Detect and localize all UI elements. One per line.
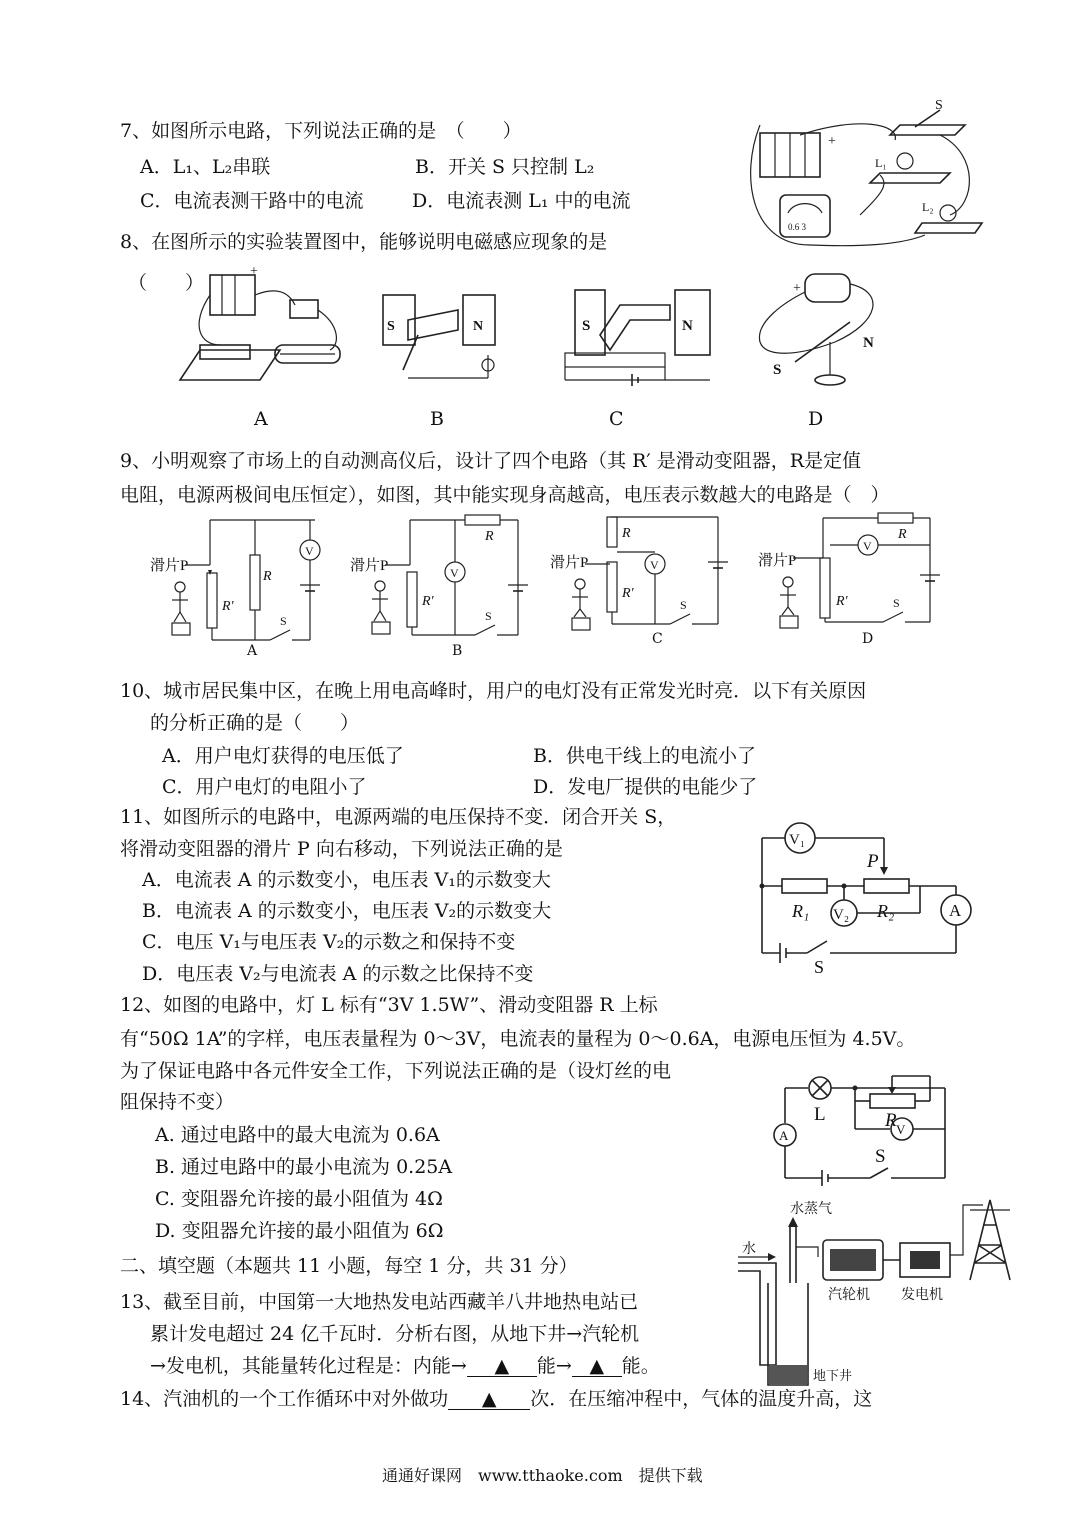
q14-blank[interactable]: ▲ — [448, 1390, 530, 1410]
q8-figure-b — [378, 290, 518, 385]
q9-label-b: B — [452, 643, 463, 659]
q14-line — [120, 1390, 872, 1410]
q11-option-b: B．电流表 A 的示数变小，电压表 V₂的示数变大 — [142, 900, 552, 922]
q8d-pole-n: N — [863, 335, 874, 351]
q9c-slider-label: 滑片P — [550, 555, 589, 571]
q11-ammeter: A — [949, 901, 962, 920]
q9-circuit-d — [758, 510, 943, 640]
q13-well-label: 地下井 — [813, 1368, 853, 1383]
q9a-slider-label: 滑片P — [150, 558, 189, 574]
q9-circuit-a — [150, 515, 340, 665]
q9b-switch: S — [485, 609, 492, 623]
q8d-plus: + — [793, 281, 801, 296]
q13-line-2: 累计发电超过 24 亿千瓦时．分析右图，从地下井→汽轮机 — [150, 1323, 640, 1345]
q8-label-d: D — [808, 408, 824, 430]
q9c-voltmeter: V — [650, 558, 659, 572]
q8d-pole-s: S — [773, 362, 782, 378]
q7-l2-label: L₂ — [922, 200, 934, 214]
q7-l1-label: L₁ — [875, 156, 887, 170]
q9c-r: R — [622, 526, 631, 541]
q11-circuit-figure — [752, 815, 977, 975]
q8b-pole-s: S — [387, 319, 395, 334]
q7-option-b: B．开关 S 只控制 L₂ — [415, 156, 595, 178]
q14-suffix: 次．在压缩冲程中，气体的温度升高，这 — [530, 1388, 873, 1410]
q8-answer-paren: （ ） — [128, 272, 205, 294]
q9-label-d: D — [862, 631, 874, 647]
q13-generator-label: 发电机 — [901, 1288, 943, 1303]
q10-option-d: D．发电厂提供的电能少了 — [533, 776, 758, 798]
q8-stem: 8、在图所示的实验装置图中，能够说明电磁感应现象的是 — [120, 231, 608, 253]
page-footer: 通通好课网 www.tthaoke.com 提供下载 — [382, 1466, 703, 1485]
q12-voltmeter: V — [896, 1122, 906, 1137]
q8a-plus: + — [250, 264, 258, 279]
q11-r1: R₁ — [792, 901, 810, 921]
q8-label-c: C — [609, 408, 624, 430]
q8c-pole-n: N — [682, 318, 693, 334]
q10-line-1: 10、城市居民集中区，在晚上用电高峰时，用户的电灯没有正常发光时亮．以下有关原因 — [120, 680, 867, 702]
q9c-rprime: R′ — [622, 586, 634, 601]
q9d-r: R — [898, 527, 907, 542]
q9-label-a: A — [247, 643, 258, 659]
q12-line-2: 有“50Ω 1A”的字样，电压表量程为 0～3V，电流表的量程为 0～0.6A，电源电压恒为 4.5V。 — [120, 1028, 916, 1050]
q7-circuit-figure — [740, 95, 985, 255]
q11-v1: V₁ — [789, 832, 806, 848]
q9d-voltmeter: V — [863, 539, 872, 553]
q12-line-3: 为了保证电路中各元件安全工作，下列说法正确的是（设灯丝的电 — [120, 1060, 672, 1082]
q8-label-b: B — [430, 408, 444, 430]
q7-battery-plus: + — [828, 134, 836, 149]
q11-slider-p: P — [867, 851, 879, 872]
q7-ammeter-scale: 0.6 3 — [788, 222, 806, 232]
q13-water-label: 水 — [742, 1242, 756, 1257]
q9b-slider-label: 滑片P — [350, 558, 389, 574]
q13-line-3 — [150, 1357, 660, 1377]
q13-line-3-middle: 能→ — [536, 1355, 572, 1377]
q9a-rprime: R′ — [222, 599, 234, 614]
q11-line-1: 11、如图所示的电路中，电源两端的电压保持不变．闭合开关 S， — [120, 806, 677, 828]
q13-line-3-prefix: →发电机，其能量转化过程是：内能→ — [150, 1355, 467, 1377]
q8b-pole-n: N — [473, 319, 484, 334]
q13-steam-label: 水蒸气 — [790, 1202, 832, 1217]
q13-geothermal-figure — [738, 1195, 1028, 1395]
q8-figure-d — [755, 262, 885, 387]
q12-option-c: C. 变阻器允许接的最小阻值为 4Ω — [155, 1188, 443, 1210]
q8-figure-a — [180, 265, 360, 385]
q12-rheostat-r: R — [885, 1110, 897, 1131]
q9a-switch: S — [280, 614, 287, 628]
q9a-voltmeter: V — [305, 544, 314, 558]
q10-option-a: A．用户电灯获得的电压低了 — [162, 745, 404, 767]
q9b-voltmeter: V — [450, 566, 459, 580]
q9d-slider-label: 滑片P — [758, 553, 797, 569]
q14-prefix: 14、汽油机的一个工作循环中对外做功 — [120, 1388, 449, 1410]
q11-switch: S — [814, 957, 825, 977]
q9-line-2: 电阻，电源两极间电压恒定），如图，其中能实现身高越高，电压表示数越大的电路是（ ） — [120, 484, 890, 506]
q9d-switch: S — [893, 596, 900, 610]
q7-option-a: A．L₁、L₂串联 — [140, 156, 271, 178]
q11-r2: R₂ — [877, 901, 895, 921]
q12-switch: S — [875, 1146, 886, 1167]
q12-lamp-l: L — [814, 1104, 826, 1125]
q7-option-c: C．电流表测干路中的电流 — [140, 190, 364, 212]
q12-line-4: 阻保持不变） — [120, 1091, 235, 1113]
q8-label-a: A — [254, 408, 268, 430]
q7-switch-label: S — [935, 98, 943, 113]
q13-line-3-suffix: 能。 — [621, 1355, 660, 1377]
q12-option-a: A. 通过电路中的最大电流为 0.6A — [155, 1124, 440, 1146]
q9-line-1: 9、小明观察了市场上的自动测高仪后，设计了四个电路（其 R′ 是滑动变阻器，R是定值 — [120, 450, 862, 472]
q12-option-d: D. 变阻器允许接的最小阻值为 6Ω — [155, 1220, 444, 1242]
q13-blank-1[interactable]: ▲ — [467, 1357, 537, 1377]
q9c-switch: S — [680, 598, 687, 612]
q13-turbine-label: 汽轮机 — [828, 1288, 870, 1303]
q11-line-2: 将滑动变阻器的滑片 P 向右移动，下列说法正确的是 — [120, 838, 563, 860]
q9b-rprime: R′ — [422, 594, 434, 609]
q11-option-a: A．电流表 A 的示数变小，电压表 V₁的示数变大 — [142, 869, 551, 891]
q12-ammeter: A — [779, 1128, 789, 1143]
q13-line-1: 13、截至目前，中国第一大地热发电站西藏羊八井地热电站已 — [120, 1291, 639, 1313]
q11-v2: V₂ — [833, 907, 850, 923]
q9-label-c: C — [652, 631, 663, 647]
q9a-r: R — [263, 569, 272, 584]
q12-option-b: B. 通过电路中的最小电流为 0.25A — [155, 1156, 453, 1178]
q7-stem: 7、如图所示电路，下列说法正确的是 （ ） — [120, 120, 522, 142]
q9-circuit-b — [350, 510, 530, 660]
q11-option-d: D．电压表 V₂与电流表 A 的示数之比保持不变 — [142, 963, 534, 985]
section-2-heading: 二、填空题（本题共 11 小题，每空 1 分，共 31 分） — [120, 1255, 578, 1277]
q11-option-c: C．电压 V₁与电压表 V₂的示数之和保持不变 — [142, 931, 516, 953]
q9b-r: R — [485, 529, 494, 544]
q8-figure-c — [560, 285, 720, 385]
q10-option-b: B．供电干线上的电流小了 — [533, 745, 756, 767]
q13-blank-2[interactable]: ▲ — [572, 1357, 622, 1377]
q7-option-d: D．电流表测 L₁ 中的电流 — [412, 190, 631, 212]
q9d-rprime: R′ — [836, 594, 848, 609]
q12-circuit-figure — [770, 1068, 960, 1193]
q8c-pole-s: S — [582, 318, 591, 334]
q10-option-c: C．用户电灯的电阻小了 — [162, 776, 367, 798]
q9-circuit-c — [550, 512, 730, 642]
q10-line-2: 的分析正确的是（ ） — [150, 712, 360, 734]
q12-line-1: 12、如图的电路中，灯 L 标有“3V 1.5W”、滑动变阻器 R 上标 — [120, 994, 658, 1016]
